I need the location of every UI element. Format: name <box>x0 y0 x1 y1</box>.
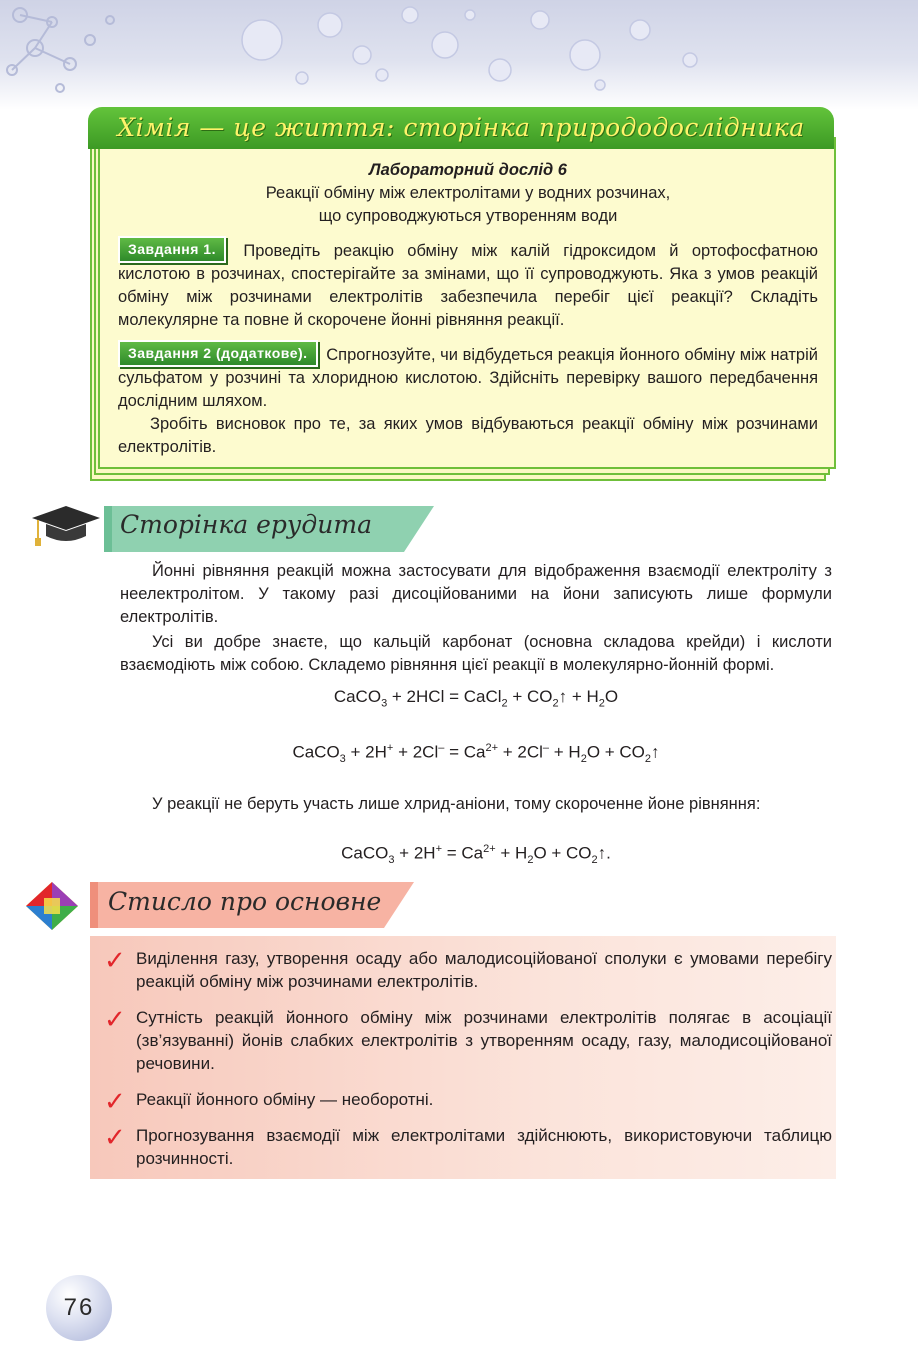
graduation-cap-icon <box>28 502 108 552</box>
erudite-paragraph-2: Усі ви добре знаєте, що кальцій карбонат (основна складова крейди) і кислоти взаємодіють між собою. Складемо рівняння цієї реакції в молекулярно-йонній формі. <box>120 633 832 674</box>
task-2-text: Спрогнозуйте, чи відбудеться реакція йонного обміну між натрій сульфатом у розчині та хлоридною кислотою. Здійсніть перевірку вашого передбачення дослідним шляхом. <box>118 346 818 410</box>
colorful-diamond-icon <box>22 880 82 932</box>
task-2-badge: Завдання 2 (додаткове). <box>118 340 318 367</box>
task-1 <box>118 236 818 332</box>
summary-item-text: Сутність реакцій йонного обміну між розчинами електролітів полягає в асоціації (зв’язуванні) йонів слабких електролітів з утворенням осаду, газу, малодисоційованої речовини. <box>136 1008 832 1073</box>
summary-item <box>104 947 832 993</box>
erudite-content <box>120 560 832 872</box>
summary-item <box>104 1006 832 1075</box>
lab-header-bar <box>88 107 834 149</box>
lab-conclusion: Зробіть висновок про те, за яких умов відбуваються реакції обміну між розчинами електролітів. <box>118 415 818 456</box>
summary-item <box>104 1086 832 1116</box>
equation-short-ionic: CaCO$_3$ + $2H^+ = Ca^{2+} + H_2O$ + $CO_2↑$. <box>341 843 611 867</box>
lab-title: Лабораторний дослід 6 <box>369 161 567 179</box>
task-1-text: Проведіть реакцію обміну між калій гідроксидом й ортофосфатною кислотою в розчинах, спостерігайте за змінами, що її супроводжують. Яка з умов реакцій обміну між розчинами електролітів забезпечила перебіг цієї реакції? Складіть молекулярне та повне й скорочене йонні рівняння реакції. <box>118 242 818 329</box>
summary-item-text: Реакції йонного обміну — необоротні. <box>136 1090 434 1109</box>
checkmark-icon: ✓ <box>104 1086 126 1116</box>
summary-item-text: Прогнозування взаємодії між електролітами здійснюють, використовуючи таблицю розчинності. <box>136 1126 832 1168</box>
erudite-header-title: Сторінка ерудита <box>120 510 372 539</box>
task-1-badge: Завдання 1. <box>118 236 226 263</box>
summary-header-title: Стисло про основне <box>108 887 382 916</box>
erudite-section-header <box>28 502 438 554</box>
decorative-header-background <box>0 0 918 110</box>
summary-list <box>104 947 832 1183</box>
erudite-paragraph-3: У реакції не беруть участь лише хлрид-аніони, тому скороченне йоне рівняння: <box>152 795 761 814</box>
task-2 <box>118 340 818 413</box>
lab-experiment-box <box>88 107 834 485</box>
equation-molecular: CaCO$_3$ + 2HCl = CaCl$_2$ + $CO_2↑ + H_2O$ <box>333 687 619 710</box>
summary-item <box>104 1124 832 1170</box>
page-number: 76 <box>46 1275 112 1341</box>
lab-header-title: Хімія — це життя: сторінка природодослідника <box>117 113 805 142</box>
lab-subtitle-line-2: що супроводжуються утворенням води <box>318 207 618 225</box>
checkmark-icon: ✓ <box>104 1004 126 1034</box>
lab-subtitle-line-1: Реакції обміну між електролітами у водних розчинах, <box>265 184 671 202</box>
equation-full-ionic: CaCO$_3$ + $2H^+ + 2Cl^- = Ca^{2+} + 2Cl^- + H_2O$ + $CO_2↑$ <box>292 742 660 766</box>
lab-content <box>118 159 818 459</box>
checkmark-icon: ✓ <box>104 945 126 975</box>
summary-item-text: Виділення газу, утворення осаду або малодисоційованої сполуки є умовами перебігу реакцій обміну між розчинами електролітів. <box>136 949 832 991</box>
erudite-paragraph-1: Йонні рівняння реакцій можна застосувати для відображення взаємодії електроліту з неелектролітом. У такому разі дисоційованими на йони записують лише формули електролітів. <box>120 562 832 626</box>
summary-section-header <box>22 878 422 934</box>
checkmark-icon: ✓ <box>104 1122 126 1152</box>
